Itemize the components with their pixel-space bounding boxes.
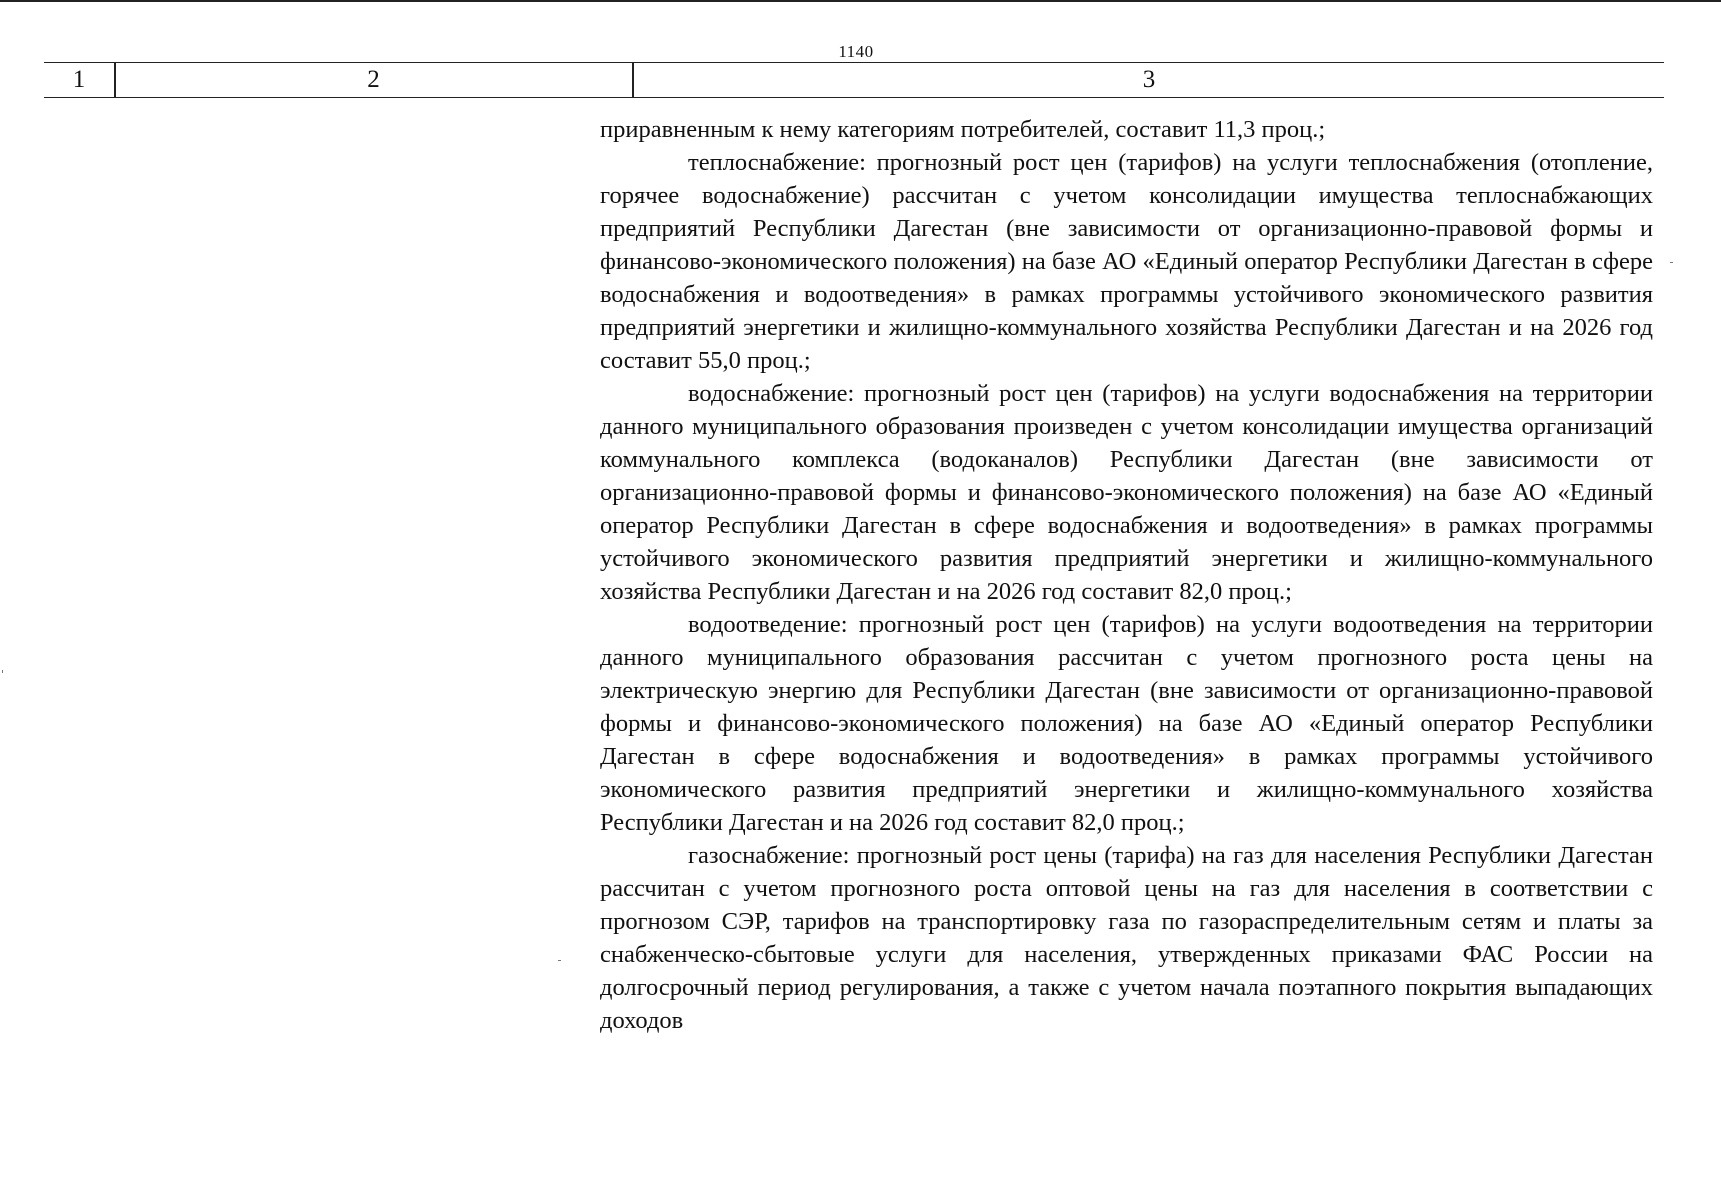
paragraph-continuation: приравненным к нему категориям потребителей, составит 11,3 проц.; [600, 116, 1326, 143]
page-number: 1140 [838, 42, 874, 61]
column-3-body-text [600, 113, 1653, 1037]
scan-speck [558, 960, 561, 961]
scan-speck [1670, 262, 1673, 263]
column-header-2: 2 [367, 66, 380, 93]
paragraph-wastewater: водоотведение: прогнозный рост цен (тарифов) на услуги водоотведения на территории данного муниципального образования рассчитан с учетом прогнозного роста цены на электрическую энергию для Республики Дагестан (вне зависимости от организационно-правовой формы и финансово-экономического положения) на базе АО «Единый оператор Республики Дагестан в сфере водоснабжения и водоотведения» в рамках программы устойчивого экономического развития предприятий энергетики и жилищно-коммунального хозяйства Республики Дагестан и на 2026 год составит 82,0 проц.; [600, 611, 1653, 836]
column-header-1: 1 [72, 66, 86, 93]
top-rule [0, 0, 1721, 2]
paragraph-gas-supply: газоснабжение: прогнозный рост цены (тарифа) на газ для населения Республики Дагестан рассчитан с учетом прогнозного роста оптовой цены на газ для населения в соответствии с прогнозом СЭР, тарифов на транспортировку газа по газораспределительным сетям и платы за снабженческо-сбытовые услуги для населения, утвержденных приказами ФАС России на долгосрочный период регулирования, а также с учетом начала поэтапного покрытия выпадающих доходов [600, 842, 1653, 1034]
column-header-3: 3 [1142, 66, 1156, 93]
paragraph-heat-supply: теплоснабжение: прогнозный рост цен (тарифов) на услуги теплоснабжения (отопление, горячее водоснабжение) рассчитан с учетом консолидации имущества теплоснабжающих предприятий Республики Дагестан (вне зависимости от организационно-правовой формы и финансово-экономического положения) на базе АО «Единый оператор Республики Дагестан в сфере водоснабжения и водоотведения» в рамках программы устойчивого экономического развития предприятий энергетики и жилищно-коммунального хозяйства Республики Дагестан и на 2026 год составит 55,0 проц.; [600, 149, 1653, 374]
paragraph-water-supply: водоснабжение: прогнозный рост цен (тарифов) на услуги водоснабжения на территории данного муниципального образования произведен с учетом консолидации имущества организаций коммунального комплекса (водоканалов) Республики Дагестан (вне зависимости от организационно-правовой формы и финансово-экономического положения) на базе АО «Единый оператор Республики Дагестан в сфере водоснабжения и водоотведения» в рамках программы устойчивого экономического развития предприятий энергетики и жилищно-коммунального хозяйства Республики Дагестан и на 2026 год составит 82,0 проц.; [600, 380, 1653, 605]
column-header-row [44, 62, 1664, 98]
scan-speck [2, 670, 3, 673]
